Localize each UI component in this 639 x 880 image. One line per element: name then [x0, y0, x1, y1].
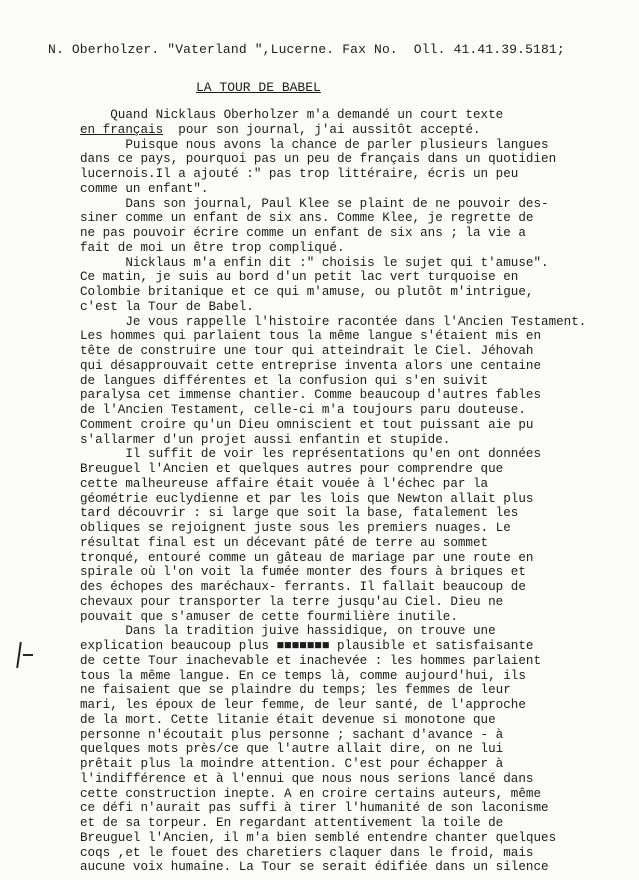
- text-line: des échopes des maréchaux- ferrants. Il fallait beaucoup de: [80, 580, 526, 594]
- text-line: tête de construire une tour qui atteindrait le Ciel. Jéhovah: [80, 344, 534, 358]
- body-text: [80, 108, 625, 875]
- text-line: de cette Tour inachevable et inachevée : les hommes parlaient: [80, 653, 542, 668]
- text-line: Quand Nicklaus Oberholzer m'a demandé un court texte: [80, 108, 504, 122]
- text-line: de langues différentes et la confusion qui s'en suivit: [80, 373, 489, 388]
- text-line: coqs ,et le fouet des charetiers claquer dans le froid, mais: [80, 845, 534, 860]
- text-line: Dans son journal, Paul Klee se plaint de ne pouvoir des-: [80, 196, 549, 211]
- fax-header: N. Oberholzer. "Vaterland ",Lucerne. Fax No. Oll. 41.41.39.5181;: [48, 42, 565, 57]
- text-line: lucernois.Il a ajouté :" pas trop littéraire, écris un peu: [80, 167, 519, 181]
- text-line: Les hommes qui parlaient tous la même langue s'étaient mis en: [80, 329, 542, 344]
- text-line: dans ce pays, pourquoi pas un peu de français dans un quotidien: [80, 152, 557, 167]
- text-line: chevaux pour transporter la terre jusqu'au Ciel. Dieu ne: [80, 594, 504, 609]
- text-line: de la mort. Cette litanie était devenue si monotone que: [80, 712, 496, 727]
- text-line: [80, 123, 625, 138]
- text-line: siner comme un enfant de six ans. Comme Klee, je regrette de: [80, 211, 534, 226]
- text-line: comme un enfant".: [80, 181, 209, 196]
- text-line: géométrie euclydienne et par les lois que Newton allait plus: [80, 491, 534, 506]
- text-line: cette construction inepte. A en croire certains auteurs, même: [80, 786, 542, 801]
- text-line: tronqué, entouré comme un gâteau de mariage par une route en: [80, 550, 534, 565]
- document-title: LA TOUR DE BABEL: [196, 80, 321, 95]
- text-line: Dans la tradition juive hassidique, on trouve une: [80, 624, 496, 639]
- text-line: obliques se rejoignent juste sous les premiers nuages. Le: [80, 521, 511, 535]
- text-line: Nicklaus m'a enfin dit :" choisis le sujet qui t'amuse".: [80, 255, 549, 270]
- text-line: explication beaucoup plus ■■■■■■■ plausible et satisfaisante: [80, 639, 534, 653]
- text-line: ne faisaient que se plaindre du temps; les femmes de leur: [80, 683, 511, 698]
- text-line: tous la même langue. En ce temps là, comme aujourd'hui, ils: [80, 668, 526, 683]
- text-line: tard découvrir : si large que soit la base, fatalement les: [80, 506, 519, 521]
- text-line: Ce matin, je suis au bord d'un petit lac vert turquoise en: [80, 270, 519, 285]
- text-line: Breuguel l'Ancien, il m'a bien semblé entendre chanter quelques: [80, 830, 557, 845]
- underlined-text: en français: [80, 122, 164, 137]
- text-line: de l'Ancien Testament, celle-ci m'a toujours paru douteuse.: [80, 403, 526, 417]
- text-line: Comment croire qu'un Dieu omniscient et tout puissant aie pu: [80, 417, 534, 432]
- text-line: qui désapprouvait cette entreprise inventa alors une centaine: [80, 358, 542, 373]
- text-line: Breuguel l'Ancien et quelques autres pour comprendre que: [80, 462, 504, 476]
- text-line: c'est la Tour de Babel.: [80, 299, 254, 314]
- text-line: pouvait que s'amuser de cette fourmilière inutile.: [80, 609, 458, 624]
- text-line: fait de moi un être trop compliqué.: [80, 240, 345, 255]
- text-line: et de sa torpeur. En regardant attentivement la toile de: [80, 816, 504, 830]
- text-line: l'indifférence et à l'ennui que nous nous serions lancé dans: [80, 771, 534, 786]
- text-line: quelques mots près/ce que l'autre allait dire, on ne lui: [80, 742, 504, 757]
- text-line: Colombie britanique et ce qui m'amuse, ou plutôt m'intrigue,: [80, 285, 534, 299]
- text-line: paralysa cet immense chantier. Comme beaucoup d'autres fables: [80, 388, 542, 403]
- text-line: aucune voix humaine. La Tour se serait édifiée dans un silence: [80, 860, 549, 875]
- text-line: cette malheureuse affaire était vouée à l'échec par la: [80, 476, 489, 491]
- text-line: personne n'écoutait plus personne ; sachant d'avance - à: [80, 727, 504, 742]
- text-line: Puisque nous avons la chance de parler plusieurs langues: [80, 137, 549, 152]
- text-line: ce défi n'aurait pas suffi à tirer l'humanité de son laconisme: [80, 801, 549, 816]
- text-line: spirale où l'on voit la fumée monter des fours à briques et: [80, 565, 526, 580]
- text-line: prêtait plus la moindre attention. C'est pour échapper à: [80, 757, 504, 771]
- text-line: Il suffit de voir les représentations qu'en ont données: [80, 447, 542, 462]
- text-line: s'allarmer d'un projet aussi enfantin et stupide.: [80, 432, 451, 447]
- text-line: Je vous rappelle l'histoire racontée dans l'Ancien Testament.: [80, 314, 587, 329]
- text-line: mari, les époux de leur femme, de leur santé, de l'approche: [80, 698, 526, 712]
- text-line: ne pas pouvoir écrire comme un enfant de six ans ; la vie a: [80, 226, 526, 240]
- handwritten-margin-mark: [18, 642, 33, 668]
- text-segment: pour son journal, j'ai aussitôt accepté.: [163, 122, 481, 137]
- text-line: résultat final est un décevant pâté de terre au sommet: [80, 535, 489, 550]
